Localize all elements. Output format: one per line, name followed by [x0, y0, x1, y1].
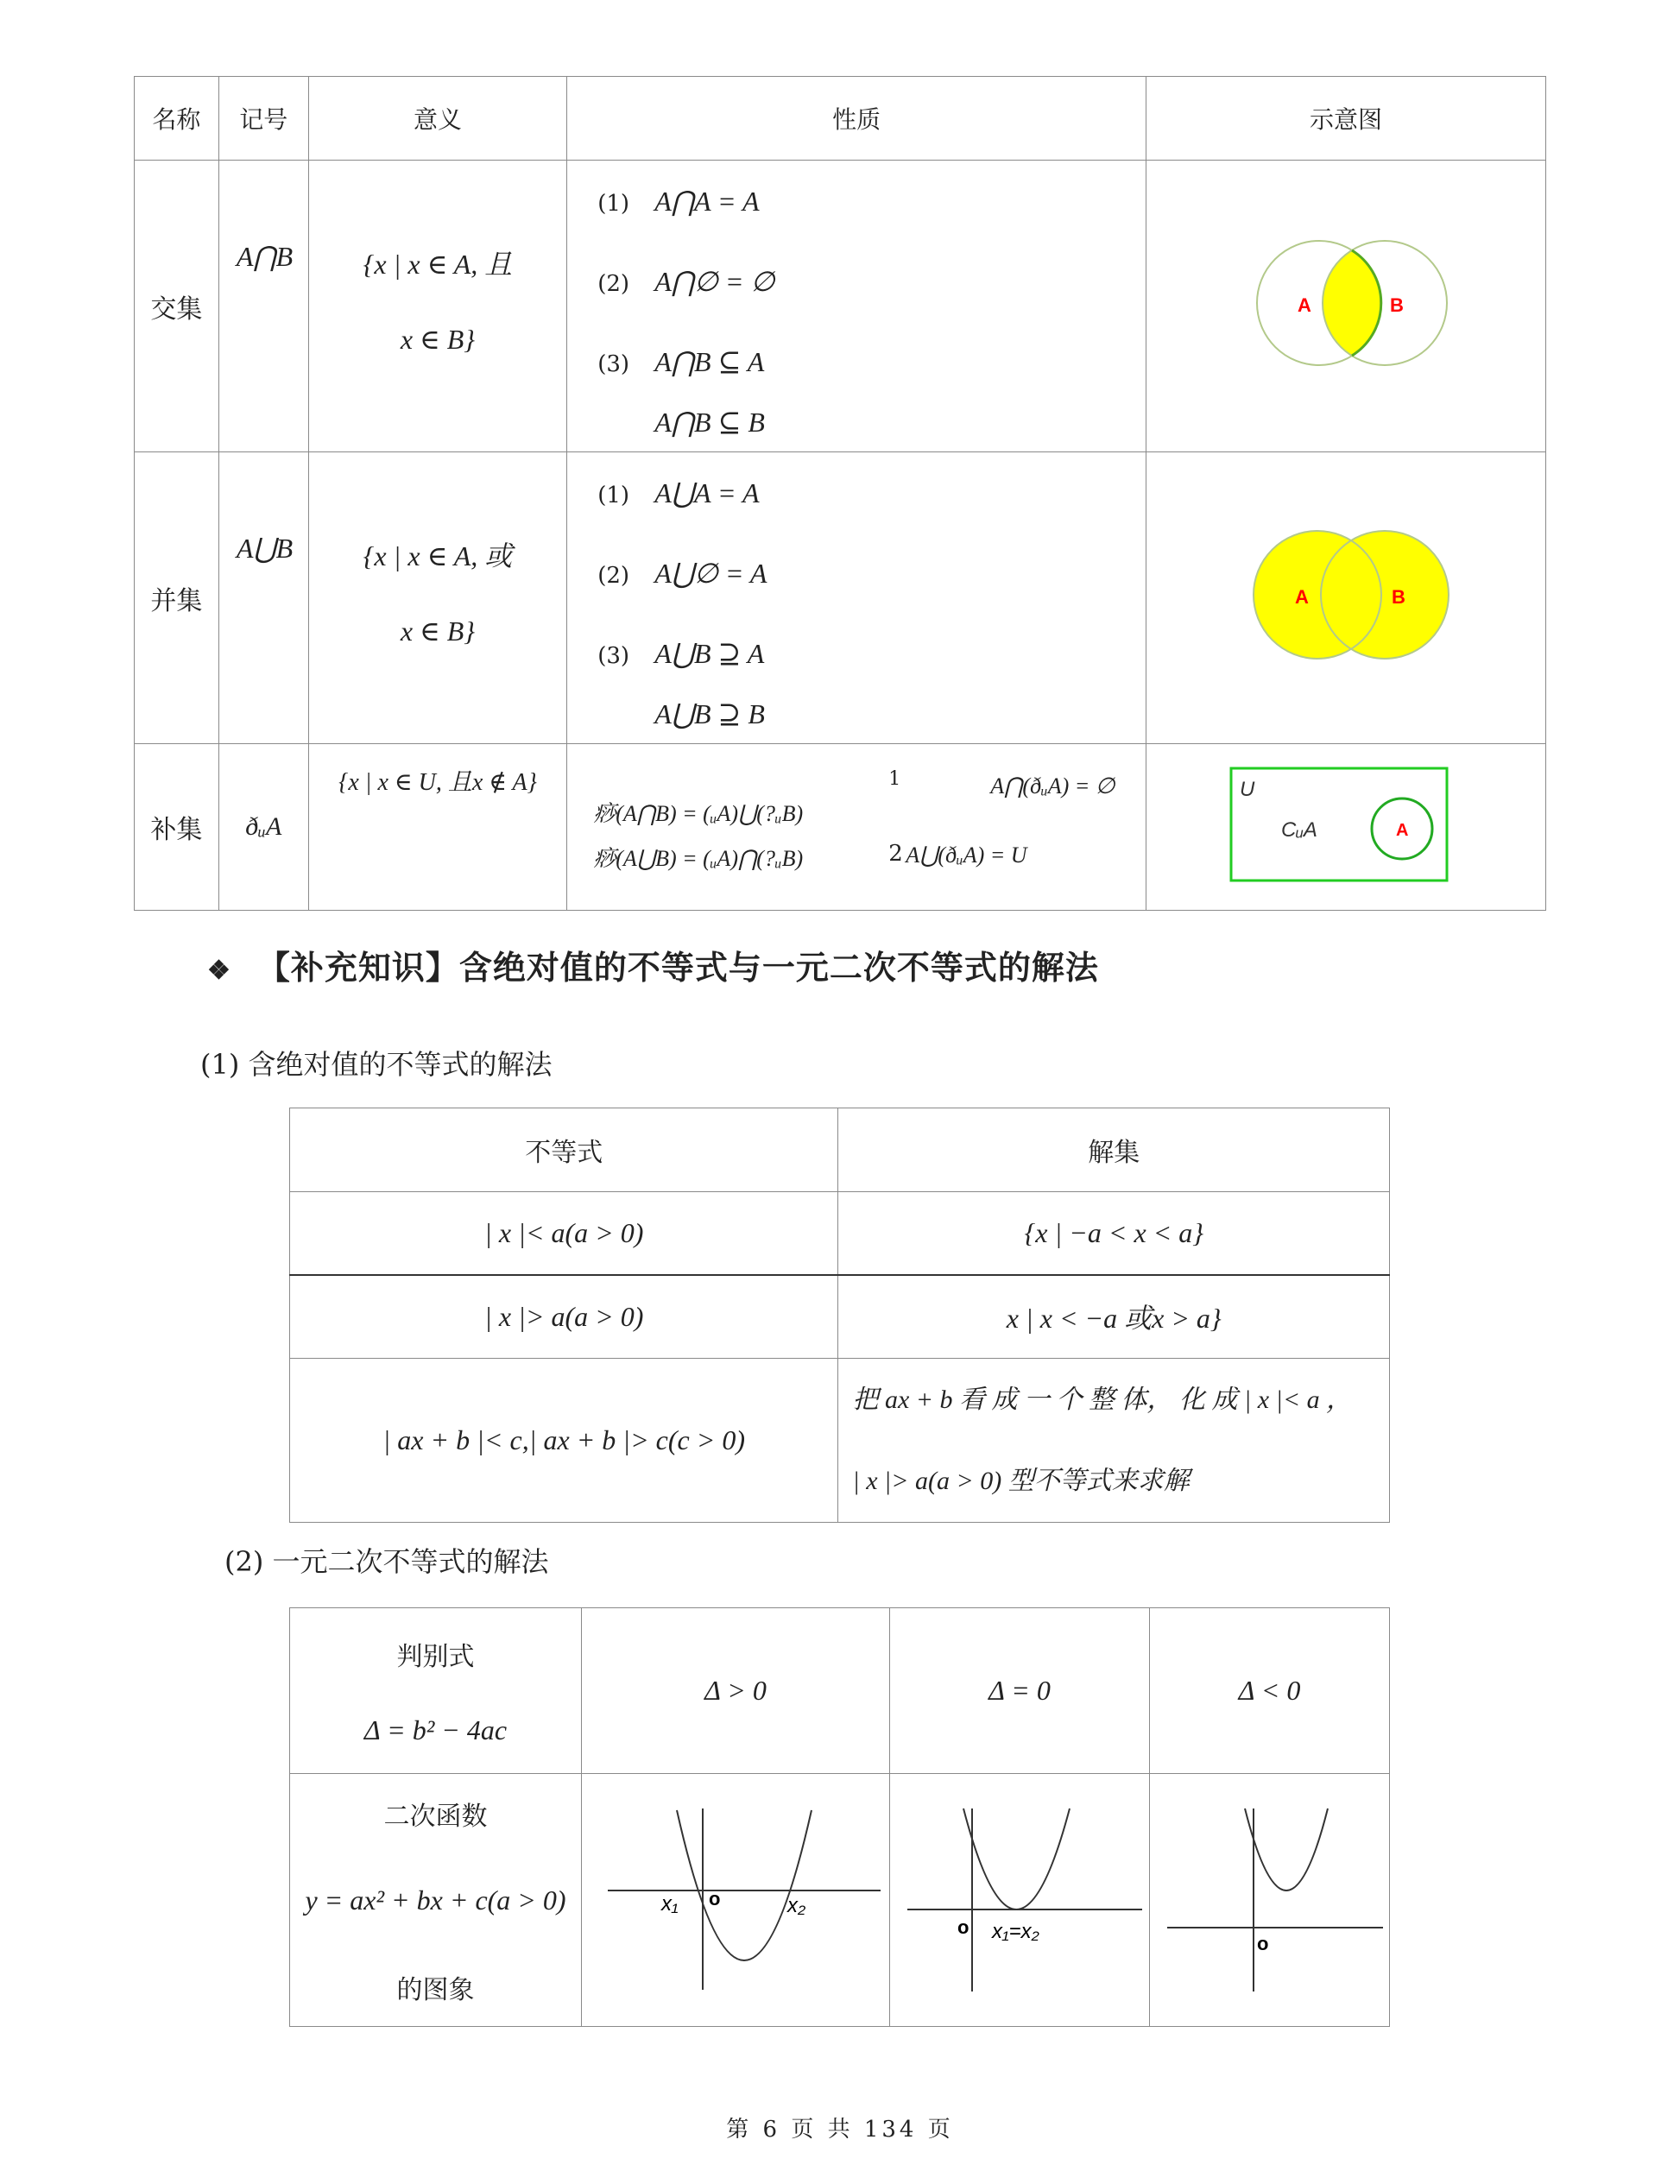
solution-cell — [838, 1359, 1390, 1523]
parabola-one-root-graph — [890, 1774, 1149, 2019]
discriminant-formula: Δ = b² − 4ac — [363, 1714, 508, 1745]
meaning-line2: x ∈ B} — [400, 324, 476, 355]
double-root-label: x₁=x₂ — [992, 1920, 1039, 1943]
solution-line: 把 ax + b 看 成 一 个 整 体， 化 成 | x |< a ， — [852, 1385, 1353, 1414]
table-row — [290, 1275, 1390, 1359]
table-row-intersection — [135, 161, 1546, 452]
property-item: A⋃(ðᵤA) = U — [906, 843, 1027, 868]
function-label: 二次函数 — [383, 1801, 488, 1832]
meaning-line2: x ∈ B} — [400, 615, 476, 647]
parabola-curve — [677, 1810, 812, 1960]
property-item: (1) A⋂A = A — [597, 186, 760, 217]
section-heading — [207, 941, 1099, 988]
property-item: (3) A⋃B ⊇ A — [597, 638, 765, 669]
property-item: A⋂(ðᵤA) = ∅ — [990, 773, 1115, 798]
root-label-x1: x₁ — [661, 1892, 679, 1916]
page-footer: 第 6 页 共 134 页 — [726, 2117, 954, 2143]
header-properties: 性质 — [567, 77, 1146, 161]
row-name: 并集 — [135, 452, 219, 744]
origin-label: o — [957, 1916, 969, 1938]
case-zero: Δ = 0 — [890, 1608, 1150, 1774]
set-operations-table — [134, 76, 1546, 911]
parabola-curve — [963, 1808, 1070, 1909]
row-symbol: A⋃B — [236, 533, 294, 564]
property-num: 2 — [888, 841, 903, 867]
row-name: 补集 — [135, 744, 219, 911]
diamond-bullet-icon: ❖ — [207, 956, 231, 986]
property-item: 痧(A⋂B) = (ᵤA)⋃(?ᵤB) — [593, 801, 804, 826]
property-item: 痧(A⋃B) = (ᵤA)⋂(?ᵤB) — [593, 846, 804, 871]
row-symbol: ðᵤA — [245, 812, 282, 841]
union-venn-diagram — [1146, 452, 1545, 740]
venn-label-b: B — [1391, 586, 1405, 608]
row-symbol: A⋂B — [236, 241, 294, 272]
complement-venn-diagram — [1146, 744, 1545, 906]
discriminant-row — [290, 1608, 1390, 1774]
header-inequality: 不等式 — [290, 1108, 838, 1192]
row-name: 交集 — [135, 161, 219, 452]
venn-label-b: B — [1389, 294, 1404, 316]
abs-inequality-table — [289, 1108, 1390, 1523]
discriminant-label: 判别式 — [396, 1642, 475, 1672]
inequality-cell: | ax + b |< c,| ax + b |> c(c > 0) — [290, 1359, 838, 1523]
case-positive: Δ > 0 — [582, 1608, 890, 1774]
header-name: 名称 — [135, 77, 219, 161]
venn-label-a: A — [1294, 586, 1309, 608]
table-header-row — [135, 77, 1546, 161]
meaning-line1: {x | x ∈ A, 且 — [363, 249, 513, 280]
origin-label: o — [1257, 1933, 1269, 1954]
property-item: (2) A⋃∅ = A — [597, 558, 767, 589]
meaning-line1: {x | x ∈ A, 或 — [363, 540, 513, 571]
case-negative: Δ < 0 — [1150, 1608, 1390, 1774]
universe-label: U — [1239, 778, 1255, 801]
table-row-union — [135, 452, 1546, 744]
table-header-row — [290, 1108, 1390, 1192]
graph-label: 的图象 — [396, 1974, 475, 2005]
root-label-x2: x₂ — [787, 1894, 806, 1917]
property-item: (1) A⋃A = A — [597, 477, 760, 508]
meaning: {x | x ∈ U, 且x ∉ A} — [338, 769, 537, 796]
abs-subheading: (1) 含绝对值的不等式的解法 — [200, 1048, 553, 1081]
solution-cell: x | x < −a 或x > a} — [838, 1275, 1390, 1359]
property-item: A⋂B ⊆ B — [654, 407, 765, 438]
property-item: (2) A⋂∅ = ∅ — [597, 266, 775, 297]
quadratic-inequality-table — [289, 1607, 1390, 2027]
solution-line: | x |> a(a > 0) 型不等式来求解 — [852, 1466, 1190, 1495]
parabola-two-roots-graph — [582, 1774, 889, 2019]
complement-label: CᵤA — [1280, 818, 1317, 842]
table-row-complement — [135, 744, 1546, 911]
function-formula: y = ax² + bx + c(a > 0) — [305, 1884, 566, 1916]
header-solution: 解集 — [838, 1108, 1390, 1192]
parabola-curve — [1245, 1808, 1328, 1890]
header-meaning: 意义 — [308, 77, 566, 161]
property-item: (3) A⋂B ⊆ A — [597, 346, 765, 377]
inequality-cell: | x |< a(a > 0) — [290, 1192, 838, 1275]
property-num: 1 — [888, 768, 901, 790]
header-diagram: 示意图 — [1146, 77, 1545, 161]
property-item: A⋃B ⊇ B — [654, 698, 765, 729]
table-row — [290, 1192, 1390, 1275]
section-title: 【补充知识】含绝对值的不等式与一元二次不等式的解法 — [256, 948, 1099, 987]
table-row — [290, 1359, 1390, 1523]
parabola-no-root-graph — [1150, 1774, 1389, 2019]
solution-cell: {x | −a < x < a} — [838, 1192, 1390, 1275]
inequality-cell: | x |> a(a > 0) — [290, 1275, 838, 1359]
origin-label: o — [709, 1888, 721, 1909]
venn-label-a: A — [1395, 821, 1409, 840]
graph-row — [290, 1774, 1390, 2027]
intersection-venn-diagram — [1146, 161, 1545, 448]
quad-subheading: (2) 一元二次不等式的解法 — [224, 1545, 549, 1578]
venn-label-a: A — [1297, 294, 1311, 316]
header-symbol: 记号 — [218, 77, 308, 161]
